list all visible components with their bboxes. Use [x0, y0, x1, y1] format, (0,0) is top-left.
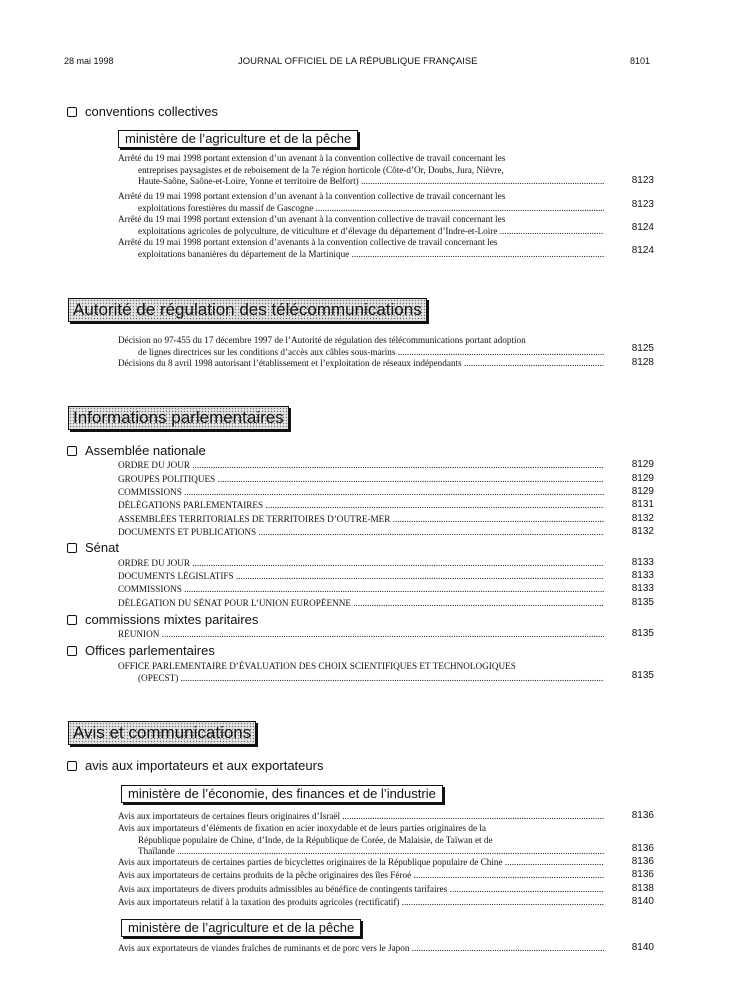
banner-telecom: Autorité de régulation des télécommunications: [68, 298, 427, 322]
section-senat: Sénat: [67, 540, 119, 555]
list-item: DÉLÉGATIONS PARLEMENTAIRES .....: [118, 500, 604, 512]
list-item: DÉLÉGATION DU SÉNAT POUR L’UNION EUROPÉENNE .....: [118, 598, 604, 610]
list-item: Arrêté du 19 mai 1998 portant extension d’un avenant à la convention collective de travail concernant les exploitations forestières du massif de Gascogne .....: [118, 191, 604, 214]
page-ref: 8135: [631, 628, 654, 639]
list-item: Avis aux importateurs d’éléments de fixation en acier inoxydable et de leurs parties originaires de la République populaire de Chine, d’Inde, de la République de Corée, de Malaisie, de Taïwan et de Thaïlande .....: [118, 823, 604, 858]
checkbox-bullet-icon: [67, 107, 77, 117]
page-ref: 8125: [631, 343, 654, 354]
page-ref: 8128: [631, 357, 654, 368]
checkbox-bullet-icon: [67, 543, 77, 553]
list-item: Avis aux importateurs de certaines parties de bicyclettes originaires de la République populaire de Chine .....: [118, 857, 604, 869]
checkbox-bullet-icon: [67, 646, 77, 656]
page-ref: 8138: [631, 883, 654, 894]
list-item: OFFICE PARLEMENTAIRE D’ÉVALUATION DES CHOIX SCIENTIFIQUES ET TECHNOLOGIQUES (OPECST) .....: [118, 661, 604, 684]
list-item: ASSEMBLÉES TERRITORIALES DE TERRITOIRES D’OUTRE-MER .....: [118, 514, 604, 526]
page-ref: 8136: [631, 869, 654, 880]
page-ref: 8136: [631, 843, 654, 854]
page-ref: 8135: [631, 670, 654, 681]
section-conventions-collectives: [67, 104, 218, 119]
journal-title: JOURNAL OFFICIEL DE LA RÉPUBLIQUE FRANÇAISE: [238, 56, 478, 67]
list-item: Avis aux importateurs de certaines fleurs originaires d’Israël .....: [118, 811, 604, 823]
page-ref: 8123: [631, 199, 654, 210]
list-item: DOCUMENTS LÉGISLATIFS .....: [118, 571, 604, 583]
page-number: 8101: [630, 56, 651, 66]
section-avis-importateurs: avis aux importateurs et aux exportateurs: [67, 758, 323, 773]
page-ref: 8131: [631, 499, 654, 510]
page-ref: 8132: [631, 526, 654, 537]
page-ref: 8129: [631, 459, 654, 470]
list-item: COMMISSIONS .....: [118, 487, 604, 499]
page-ref: 8140: [631, 896, 654, 907]
page-ref: 8133: [631, 557, 654, 568]
page-ref: 8133: [631, 570, 654, 581]
header-date: 28 mai 1998: [64, 56, 114, 66]
list-item: Avis aux importateurs de certains produits de la pêche originaires des îles Féroé .....: [118, 870, 604, 882]
page-ref: 8132: [631, 513, 654, 524]
list-item: Avis aux importateurs de divers produits admissibles au bénéfice de contingents tarifaires .....: [118, 884, 604, 896]
list-item: ORDRE DU JOUR .....: [118, 460, 604, 472]
page-ref: 8129: [631, 486, 654, 497]
page-ref: 8124: [631, 222, 654, 233]
list-item: Arrêté du 19 mai 1998 portant extension d’avenants à la convention collective de travail concernant les exploitations bananières du département de la Martinique .....: [118, 237, 604, 260]
checkbox-bullet-icon: [67, 446, 77, 456]
page-ref: 8133: [631, 583, 654, 594]
list-item: Arrêté du 19 mai 1998 portant extension d’un avenant à la convention collective de travail concernant les exploitations agricoles de polyculture, de viticulture et d’élevage du département d’Indre-et-Loire .....: [118, 214, 604, 237]
list-item: DOCUMENTS ET PUBLICATIONS .....: [118, 527, 604, 539]
list-item: COMMISSIONS .....: [118, 584, 604, 596]
list-item: ORDRE DU JOUR .....: [118, 558, 604, 570]
banner-informations-parlementaires: Informations parlementaires: [68, 406, 289, 430]
page-ref: 8123: [631, 175, 654, 186]
checkbox-bullet-icon: [67, 761, 77, 771]
list-item: Avis aux importateurs relatif à la taxation des produits agricoles (rectificatif) .....: [118, 897, 604, 909]
page-ref: 8140: [631, 942, 654, 953]
list-item: Décision no 97-455 du 17 décembre 1997 de l’Autorité de régulation des télécommunications portant adoption de lignes directrices sur les conditions d’accès aux câbles sous-marins .....: [118, 335, 604, 358]
page-ref: 8129: [631, 473, 654, 484]
list-item: Avis aux exportateurs de viandes fraîches de ruminants et de porc vers le Japon .....: [118, 943, 604, 955]
list-item: Arrêté du 19 mai 1998 portant extension d’un avenant à la convention collective de travail concernant les entreprises paysagistes et de reboisement de la 7e région horticole (Côte-d’Or, Doubs, Jura, Nièvre, Haute-Saône, Saône-et-Loire, Yonne et territoire de Belfort) .....: [118, 153, 604, 188]
banner-avis-communications: Avis et communications: [68, 721, 256, 745]
section-offices-parlementaires: Offices parlementaires: [67, 643, 215, 658]
ministry-heading-economie: ministère de l’économie, des finances et de l’industrie: [121, 785, 443, 803]
list-item: GROUPES POLITIQUES .....: [118, 474, 604, 486]
ministry-heading-agriculture-2: ministère de l’agriculture et de la pêche: [121, 919, 361, 937]
section-title: conventions collectives: [85, 104, 218, 119]
page-ref: 8135: [631, 597, 654, 608]
section-commissions-mixtes: commissions mixtes paritaires: [67, 612, 258, 627]
section-assemblee-nationale: Assemblée nationale: [67, 443, 206, 458]
ministry-heading-agriculture: ministère de l’agriculture et de la pêche: [118, 130, 358, 148]
checkbox-bullet-icon: [67, 615, 77, 625]
page-ref: 8136: [631, 856, 654, 867]
list-item: Décisions du 8 avril 1998 autorisant l’établissement et l’exploitation de réseaux indépendants .....: [118, 358, 604, 370]
list-item: RÉUNION .....: [118, 629, 604, 641]
page-ref: 8136: [631, 810, 654, 821]
page-ref: 8124: [631, 245, 654, 256]
